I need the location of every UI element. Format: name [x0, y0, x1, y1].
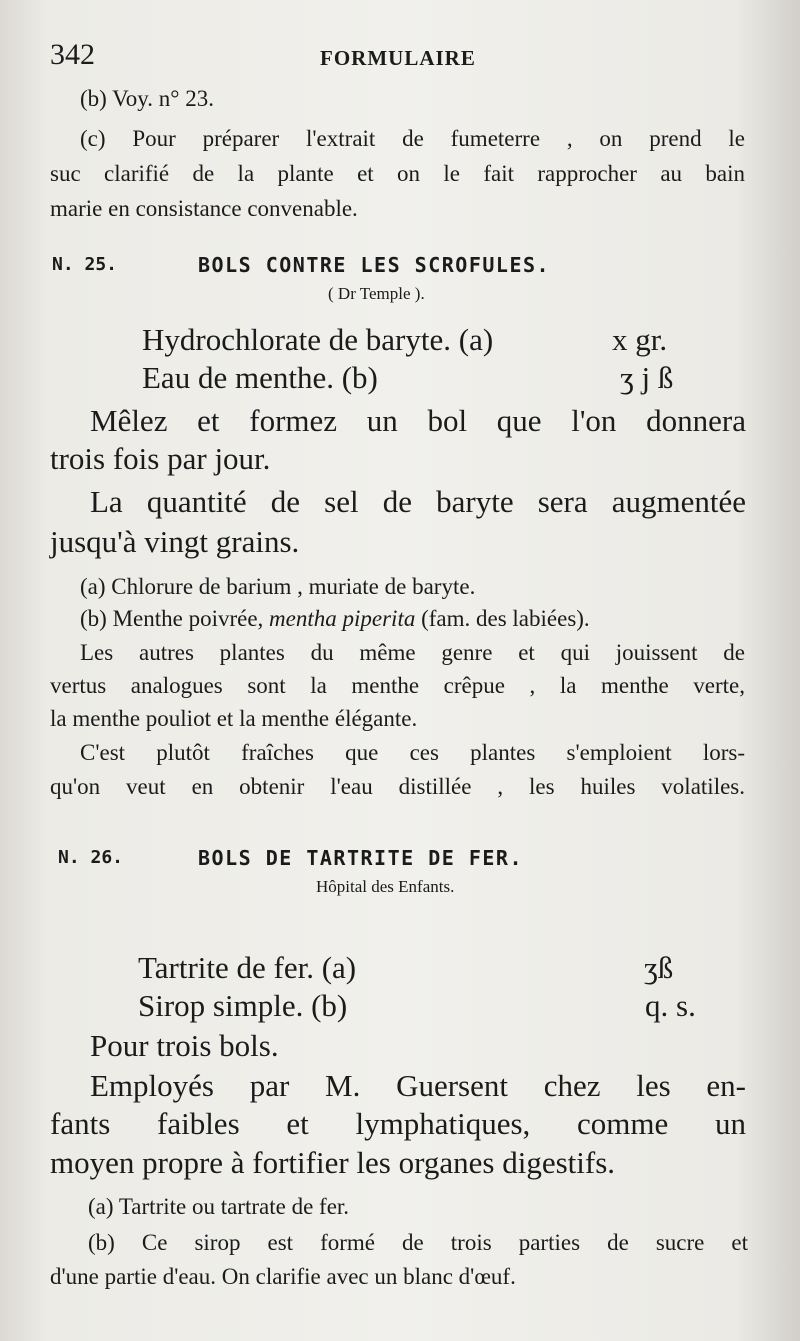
instruction-line: Employés par M. Guersent chez les en- — [90, 1068, 746, 1103]
footnote-c-line: suc clarifié de la plante et on le fait rapprocher au bain — [50, 161, 745, 186]
footnote-a: (a) Chlorure de barium , muriate de baryte. — [80, 574, 476, 599]
instruction-line: La quantité de sel de baryte sera augmentée — [90, 484, 746, 519]
formula-author: Hôpital des Enfants. — [316, 877, 455, 896]
instruction-line: fants faibles et lymphatiques, comme un — [50, 1106, 746, 1141]
ingredient-quantity: x gr. — [612, 322, 668, 357]
footnote-line: C'est plutôt fraîches que ces plantes s'emploient lors- — [80, 740, 745, 765]
footnote-line: Les autres plantes du même genre et qui jouissent de — [80, 640, 745, 665]
ingredient-name: Hydrochlorate de baryte. (a) — [142, 322, 494, 357]
instruction-line: Pour trois bols. — [90, 1028, 279, 1063]
footnote-b: (b) Voy. n° 23. — [80, 86, 215, 111]
footnote-line: d'une partie d'eau. On clarifie avec un blanc d'œuf. — [50, 1264, 516, 1289]
footnote-c-line: marie en consistance convenable. — [50, 196, 358, 221]
ingredient-quantity: q. s. — [645, 988, 696, 1023]
instruction-line: Mêlez et formez un bol que l'on donnera — [90, 403, 746, 438]
ingredient-name: Sirop simple. (b) — [138, 988, 348, 1023]
footnote-a: (a) Tartrite ou tartrate de fer. — [88, 1194, 350, 1219]
footnote-line: vertus analogues sont la menthe crêpue , la menthe verte, — [50, 673, 745, 698]
ingredient-name: Eau de menthe. (b) — [142, 360, 378, 395]
footnote-line: qu'on veut en obtenir l'eau distillée , les huiles volatiles. — [50, 774, 745, 799]
footnote-line: la menthe pouliot et la menthe élégante. — [50, 706, 418, 731]
formula-number: N. 25. — [52, 254, 118, 275]
formula-number: N. 26. — [58, 847, 124, 868]
footnote-c-line: (c) Pour préparer l'extrait de fumeterre , on prend le — [80, 126, 745, 151]
ingredient-name: Tartrite de fer. (a) — [138, 950, 357, 985]
formula-title: BOLS CONTRE LES SCROFULES. — [198, 253, 551, 277]
instruction-line: moyen propre à fortifier les organes digestifs. — [50, 1145, 616, 1180]
ingredient-quantity: ʒ j ß — [620, 360, 674, 395]
ingredient-quantity: ʒß — [644, 950, 674, 985]
footnote-line: (b) Ce sirop est formé de trois parties de sucre et — [88, 1230, 748, 1255]
formula-title: BOLS DE TARTRITE DE FER. — [198, 846, 523, 870]
running-title: FORMULAIRE — [320, 46, 476, 70]
instruction-line: jusqu'à vingt grains. — [50, 524, 300, 559]
formula-author: ( Dr Temple ). — [328, 284, 425, 303]
footnote-b: (b) Menthe poivrée, mentha piperita (fam. des labiées). — [80, 606, 590, 631]
page-header — [50, 38, 750, 78]
instruction-line: trois fois par jour. — [50, 441, 271, 476]
page-number: 342 — [50, 38, 95, 71]
